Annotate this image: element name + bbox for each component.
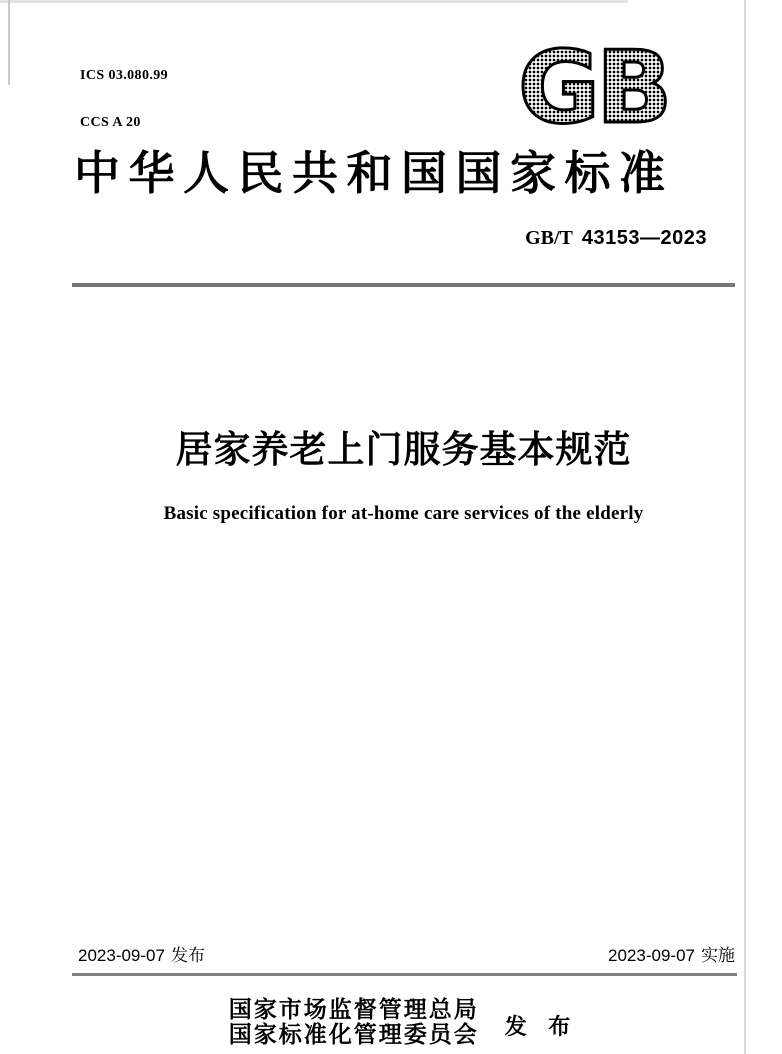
issuer-line-1: 国家市场监督管理总局 bbox=[228, 997, 479, 1022]
standard-number bbox=[525, 227, 707, 250]
issuer-line-2: 国家标准化管理委员会 bbox=[228, 1021, 479, 1047]
implementation-date-value: 2023-09-07 bbox=[608, 946, 695, 965]
classification-codes bbox=[80, 37, 168, 161]
implementation-date bbox=[608, 946, 735, 966]
scan-edge-top bbox=[0, 0, 628, 3]
issue-date-value: 2023-09-07 bbox=[78, 946, 165, 965]
scan-edge-left bbox=[8, 0, 10, 85]
masthead-divider bbox=[72, 283, 735, 287]
standard-number-prefix: GB/T bbox=[525, 227, 573, 249]
national-standard-title: 中华人民共和国国家标准 bbox=[74, 148, 674, 199]
document-title-zh: 居家养老上门服务基本规范 bbox=[175, 429, 632, 470]
issuing-bodies bbox=[72, 998, 735, 1047]
gb-logo-text: GB bbox=[518, 34, 669, 134]
implementation-date-label: 实施 bbox=[701, 946, 735, 965]
document-title-en: Basic specification for at-home care services of the elderly bbox=[163, 503, 644, 524]
scan-edge-right bbox=[744, 0, 746, 1054]
footer-divider bbox=[72, 973, 737, 976]
ics-code: ICS 03.080.99 bbox=[80, 68, 169, 83]
ccs-code: CCS A 20 bbox=[80, 114, 141, 130]
issue-date bbox=[78, 946, 205, 966]
issue-date-label: 发布 bbox=[170, 946, 205, 965]
publish-label: 发 布 bbox=[504, 1014, 579, 1039]
date-row bbox=[78, 946, 735, 966]
gb-logo bbox=[516, 34, 702, 134]
standard-number-value: 43153—2023 bbox=[581, 227, 707, 249]
issuer-names bbox=[229, 998, 479, 1047]
